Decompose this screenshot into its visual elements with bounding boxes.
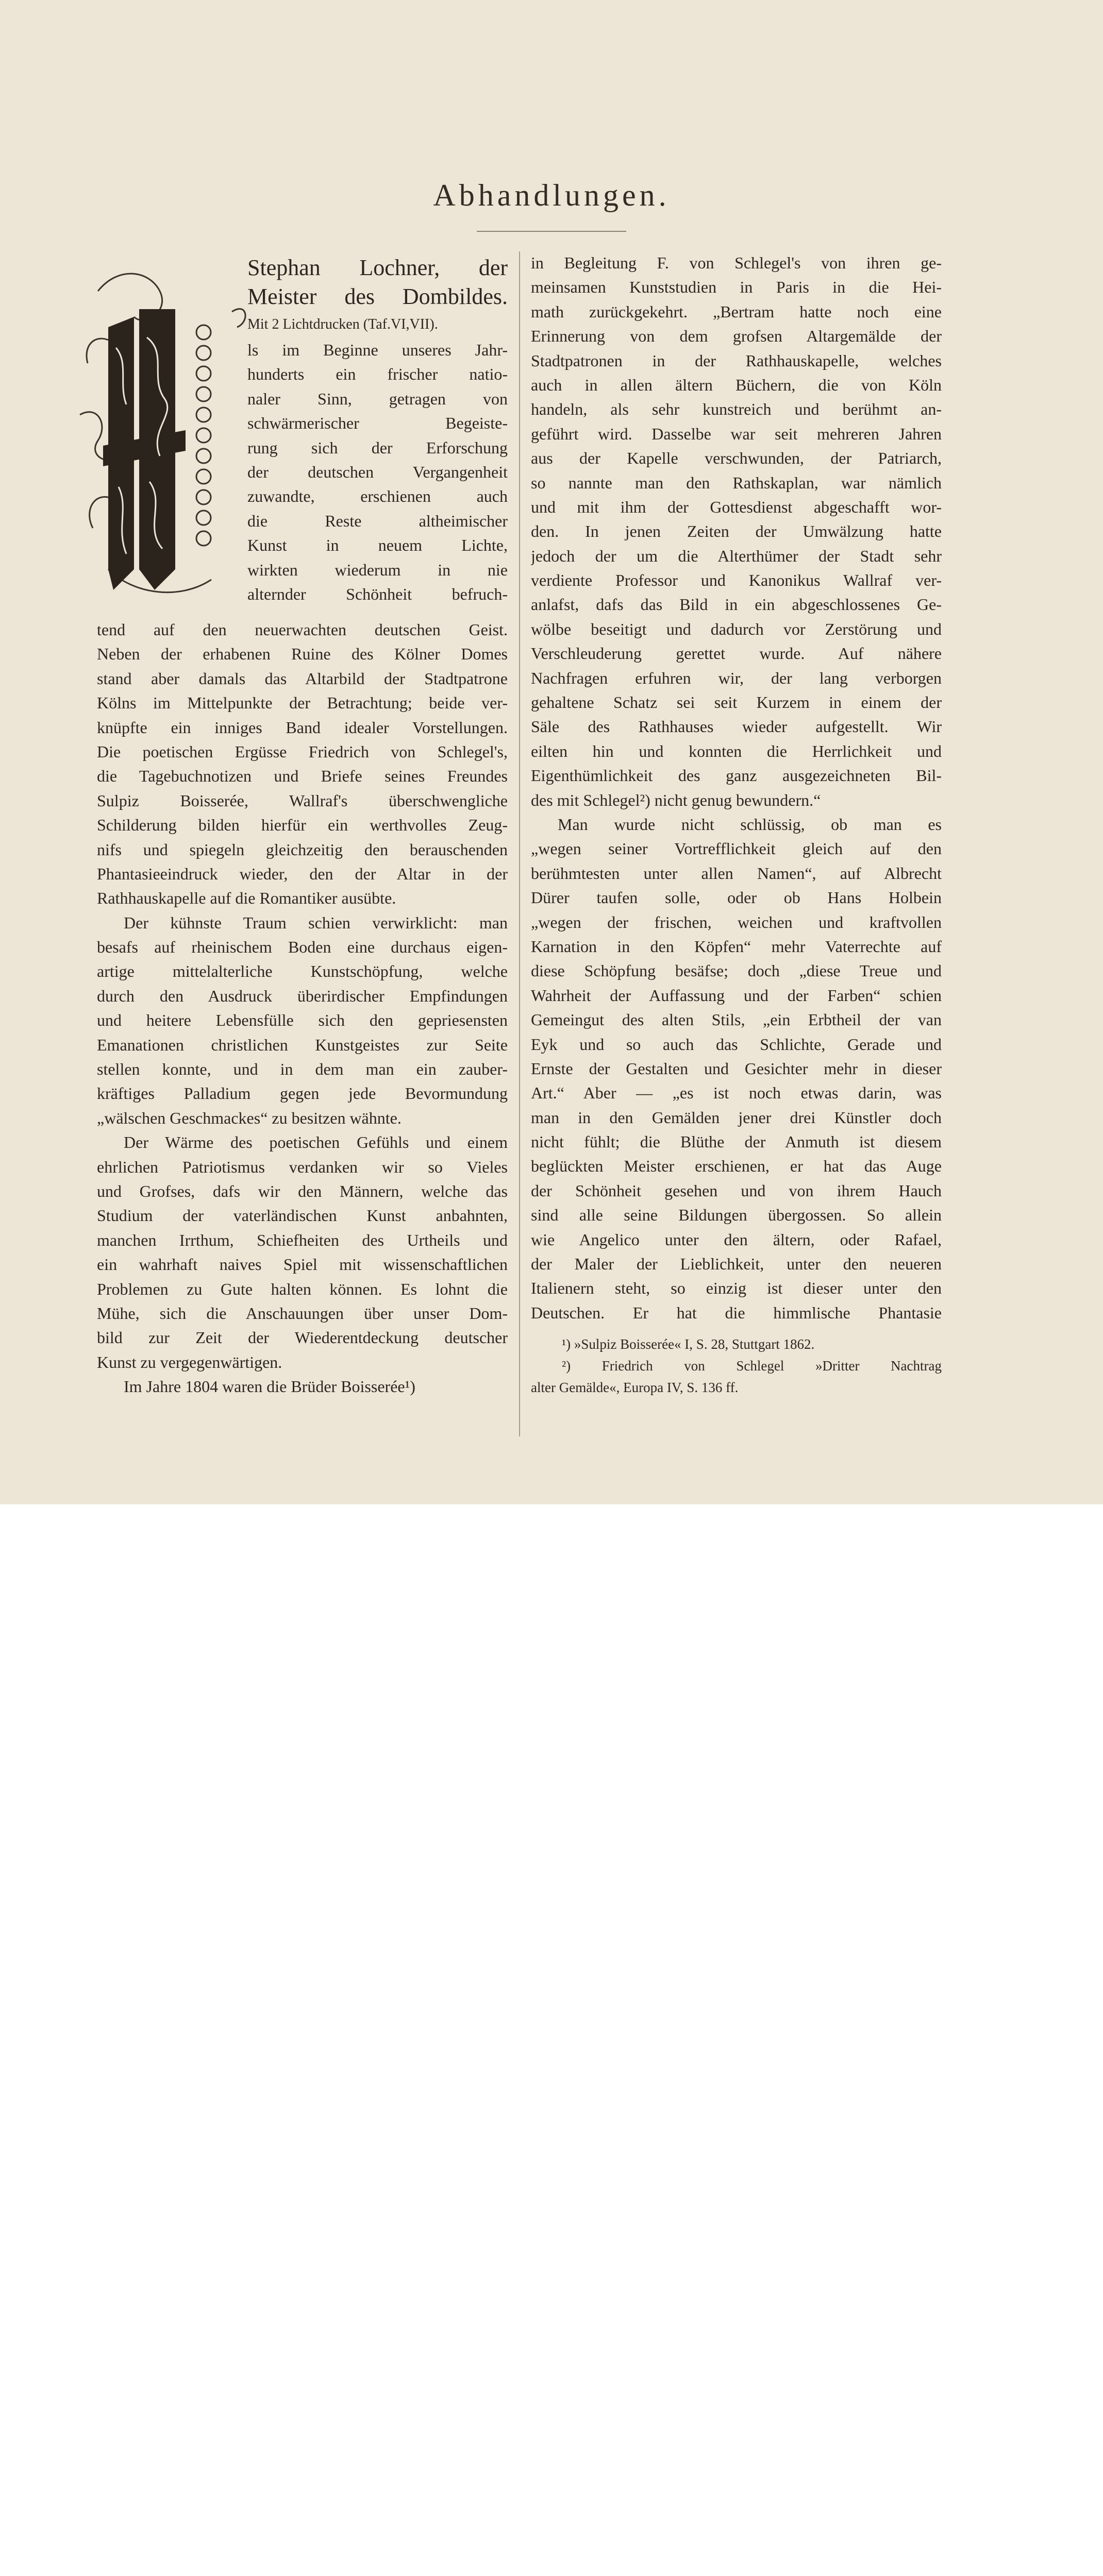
text-line: Italienern steht, so einzig ist dieser unter den	[531, 1279, 942, 1298]
text-line: ehrlichen Patriotismus verdanken wir so Vieles	[97, 1157, 508, 1176]
text-line: wölbe beseitigt und dadurch vor Zerstörung und	[531, 619, 942, 638]
text-line: meinsamen Kunststudien in Paris in die Hei-	[531, 278, 942, 297]
title-rule	[477, 231, 626, 232]
text-line: sind alle seine Bildungen übergossen. So allein	[531, 1206, 942, 1225]
text-line: schwärmerischer Begeiste-	[247, 414, 508, 433]
article-subtitle: Mit 2 Lichtdrucken (Taf.VI,VII).	[247, 316, 438, 332]
footnote-2-cont: alter Gemälde«, Europa IV, S. 136 ff.	[531, 1380, 739, 1395]
text-line: Wahrheit der Auffassung und der Farben“ schien	[531, 986, 942, 1005]
text-line: stellen konnte, und in dem man ein zauber-	[97, 1060, 508, 1079]
text-line: wirkten wiederum in nie	[247, 560, 508, 579]
text-line: Säle des Rathhauses wieder aufgestellt. Wir	[531, 717, 942, 736]
text-line: Erinnerung von dem grofsen Altargemälde der	[531, 327, 942, 346]
text-line: Dürer taufen solle, oder ob Hans Holbein	[531, 888, 942, 907]
text-line: stand aber damals das Altarbild der Stadtpatrone	[97, 669, 508, 688]
text-line: beglückten Meister erschienen, er hat das Auge	[531, 1157, 942, 1176]
text-line: man in den Gemälden jener drei Künstler doch	[531, 1108, 942, 1127]
text-line: Problemen zu Gute halten können. Es lohnt die	[97, 1279, 508, 1298]
text-line: knüpfte ein inniges Band idealer Vorstellungen.	[97, 718, 508, 737]
text-line: der Schönheit gesehen und von ihrem Hauch	[531, 1181, 942, 1200]
text-line: gehaltene Schatz sei seit Kurzem in einem der	[531, 693, 942, 712]
text-line: math zurückgekehrt. „Bertram hatte noch eine	[531, 302, 942, 321]
text-line: diese Schöpfung besäfse; doch „diese Treue und	[531, 961, 942, 980]
text-line: Kunst in neuem Lichte,	[247, 536, 508, 555]
text-line: Eyk und so auch das Schlichte, Gerade und	[531, 1035, 942, 1054]
text-line: Der Wärme des poetischen Gefühls und einem	[124, 1133, 508, 1152]
text-line: besafs auf rheinischem Boden eine durchaus eigen-	[97, 938, 508, 957]
text-line: zuwandte, erschienen auch	[247, 487, 508, 506]
ornamental-initial-a	[77, 260, 253, 618]
text-line: Nachfragen erfuhren wir, der lang verborgen	[531, 668, 942, 687]
text-line: in Begleitung F. von Schlegel's von ihren ge-	[531, 253, 942, 272]
text-line: Sulpiz Boisserée, Wallraf's überschwengliche	[97, 791, 508, 810]
digitization-footer	[0, 1504, 1103, 1682]
page-title: Abhandlungen.	[433, 178, 670, 212]
footnote-1: ¹) »Sulpiz Boisserée« I, S. 28, Stuttgart 1862.	[562, 1336, 815, 1352]
text-line: ls im Beginne unseres Jahr-	[247, 341, 508, 359]
text-line: manchen Irrthum, Schiefheiten des Urtheils und	[97, 1230, 508, 1249]
text-line: rung sich der Erforschung	[247, 438, 508, 457]
text-line: auch in allen ältern Büchern, die von Köln	[531, 375, 942, 394]
text-line: geführt wird. Dasselbe war seit mehreren Jahren	[531, 424, 942, 443]
text-line: wie Angelico unter den ältern, oder Rafael,	[531, 1230, 942, 1249]
text-line: Der kühnste Traum schien verwirklicht: man	[124, 913, 508, 932]
text-line: Gemeingut des alten Stils, „ein Erbtheil der van	[531, 1010, 942, 1029]
text-line: nicht fühlt; die Blüthe der Anmuth ist diesem	[531, 1132, 942, 1151]
text-line: Eigenthümlichkeit des ganz ausgezeichneten Bil-	[531, 766, 942, 785]
text-line: anlafst, dafs das Bild in ein abgeschlossenes Ge-	[531, 595, 942, 614]
text-line: Mühe, sich die Anschauungen über unser Dom-	[97, 1303, 508, 1323]
text-line: Stadtpatronen in der Rathhauskapelle, welches	[531, 351, 942, 370]
text-line: hunderts ein frischer natio-	[247, 365, 508, 384]
text-line: naler Sinn, getragen von	[247, 389, 508, 408]
text-line: Studium der vaterländischen Kunst anbahnten,	[97, 1206, 508, 1225]
column-rule	[519, 251, 520, 1436]
right-column	[531, 251, 942, 1325]
article-header-block	[247, 253, 508, 606]
text-line: kräftiges Palladium gegen jede Bevormundung	[97, 1084, 508, 1103]
text-line: und mit ihm der Gottesdienst abgeschafft wor-	[531, 497, 942, 516]
text-line: aus der Kapelle verschwunden, der Patriarch,	[531, 449, 942, 468]
text-line: Im Jahre 1804 waren die Brüder Boisserée¹)	[124, 1377, 415, 1396]
text-line: der Maler der Lieblichkeit, unter den neueren	[531, 1255, 942, 1274]
text-line: Kölns im Mittelpunkte der Betrachtung; beide ver-	[97, 693, 508, 713]
text-line: so nannte man den Rathskaplan, war nämlich	[531, 473, 942, 492]
text-line: Die poetischen Ergüsse Friedrich von Schlegel's,	[97, 742, 508, 761]
text-line: Schilderung bilden hierfür ein werthvolles Zeug-	[97, 816, 508, 835]
text-line: bild zur Zeit der Wiederentdeckung deutscher	[97, 1328, 508, 1347]
text-line: Art.“ Aber — „es ist noch etwas darin, was	[531, 1083, 942, 1103]
text-line: ein wahrhaft naives Spiel mit wissenschaftlichen	[97, 1255, 508, 1274]
article-title-line-2: Meister des Dombildes.	[247, 284, 508, 309]
text-line: Emanationen christlichen Kunstgeistes zur Seite	[97, 1035, 508, 1054]
text-line: Deutschen. Er hat die himmlische Phantasie	[531, 1303, 942, 1322]
text-line: verdiente Professor und Kanonikus Wallraf ver-	[531, 571, 942, 590]
article-title-line-1: Stephan Lochner, der	[247, 255, 508, 280]
text-line: Verschleuderung gerettet wurde. Auf nähere	[531, 644, 942, 663]
text-line: handeln, als sehr kunstreich und berühmt an-	[531, 400, 942, 419]
text-line: Karnation in den Köpfen“ mehr Vaterrechte auf	[531, 937, 942, 956]
text-line: „wälschen Geschmackes“ zu besitzen wähnte.	[97, 1108, 402, 1127]
text-line: artige mittelalterliche Kunstschöpfung, welche	[97, 962, 508, 981]
text-line: eilten hin und konnten die Herrlichkeit und	[531, 741, 942, 760]
text-line: „wegen seiner Vortrefflichkeit gleich auf den	[531, 839, 942, 858]
text-line: nifs und spiegeln gleichzeitig den berauschenden	[97, 840, 508, 859]
text-line: Ernste der Gestalten und Gesichter mehr in dieser	[531, 1059, 942, 1078]
text-line: und Grofses, dafs wir den Männern, welche das	[97, 1181, 508, 1200]
text-line: Kunst zu vergegenwärtigen.	[97, 1352, 282, 1371]
text-line: des mit Schlegel²) nicht genug bewundern.“	[531, 790, 821, 809]
text-line: Phantasieeindruck wieder, den der Altar in der	[97, 864, 508, 883]
text-line: den. In jenen Zeiten der Umwälzung hatte	[531, 522, 942, 541]
text-line: Neben der erhabenen Ruine des Kölner Domes	[97, 645, 508, 664]
text-line: jedoch der um die Alterthümer der Stadt sehr	[531, 546, 942, 565]
text-line: die Reste altheimischer	[247, 511, 508, 530]
text-line: Man wurde nicht schlüssig, ob man es	[558, 815, 942, 834]
text-line: „wegen der frischen, weichen und kraftvollen	[531, 912, 942, 931]
text-line: durch den Ausdruck überirdischer Empfindungen	[97, 986, 508, 1005]
text-line: alternder Schönheit befruch-	[247, 584, 508, 603]
text-line: Rathhauskapelle auf die Romantiker ausübte.	[97, 889, 396, 908]
text-line: und heitere Lebensfülle sich den gepriesensten	[97, 1011, 508, 1030]
text-line: die Tagebuchnotizen und Briefe seines Freundes	[97, 767, 508, 786]
text-line: der deutschen Vergangenheit	[247, 462, 508, 481]
text-line: berühmtesten unter allen Namen“, auf Albrecht	[531, 863, 942, 883]
footnote-2: ²) Friedrich von Schlegel »Dritter Nachtrag	[562, 1358, 942, 1374]
left-column	[97, 618, 508, 1399]
footnotes	[531, 1333, 942, 1398]
text-line: tend auf den neuerwachten deutschen Geist.	[97, 620, 508, 639]
